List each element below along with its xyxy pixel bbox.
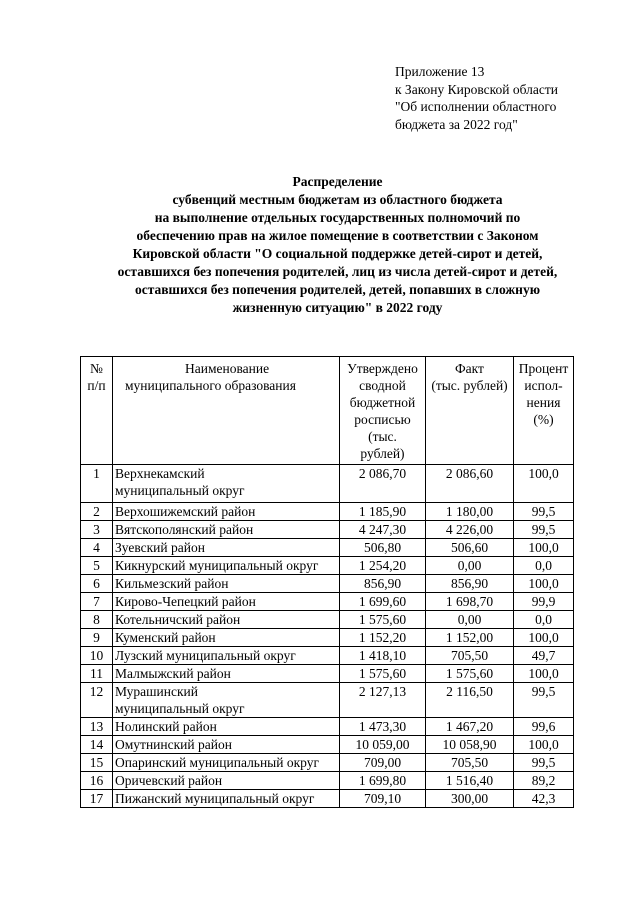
appendix-line: бюджета за 2022 год" xyxy=(395,116,518,132)
table-header-row xyxy=(81,357,574,465)
row-fact: 705,50 xyxy=(426,754,514,772)
row-name: Лузский муниципальный округ xyxy=(113,647,340,665)
title-line: жизненную ситуацию" в 2022 году xyxy=(232,300,443,315)
row-percent: 100,0 xyxy=(514,539,574,557)
row-name: Малмыжский район xyxy=(113,665,340,683)
row-percent: 0,0 xyxy=(514,557,574,575)
row-num: 13 xyxy=(81,718,113,736)
row-approved: 1 575,60 xyxy=(340,665,426,683)
row-approved: 1 473,30 xyxy=(340,718,426,736)
row-approved: 1 152,20 xyxy=(340,629,426,647)
row-name: Мурашинский муниципальный округ xyxy=(113,683,340,718)
appendix-line: Приложение 13 xyxy=(395,64,485,79)
row-percent: 99,5 xyxy=(514,503,574,521)
title-line: на выполнение отдельных государственных полномочий по xyxy=(154,210,521,225)
row-num: 10 xyxy=(81,647,113,665)
title-line: Кировской области "О социальной поддержке детей-сирот и детей, xyxy=(132,246,543,261)
row-fact: 1 698,70 xyxy=(426,593,514,611)
row-num: 16 xyxy=(81,772,113,790)
row-approved: 4 247,30 xyxy=(340,521,426,539)
row-approved: 1 254,20 xyxy=(340,557,426,575)
row-approved: 709,10 xyxy=(340,790,426,808)
row-percent: 99,5 xyxy=(514,754,574,772)
row-fact: 705,50 xyxy=(426,647,514,665)
header-name: Наименование муниципального образования xyxy=(113,357,340,465)
row-percent: 100,0 xyxy=(514,736,574,754)
table-row xyxy=(81,593,574,611)
table-row xyxy=(81,665,574,683)
header-percent: Процент испол- нения (%) xyxy=(514,357,574,465)
row-fact: 0,00 xyxy=(426,557,514,575)
row-percent: 100,0 xyxy=(514,665,574,683)
row-percent: 99,6 xyxy=(514,718,574,736)
row-fact: 506,60 xyxy=(426,539,514,557)
row-percent: 89,2 xyxy=(514,772,574,790)
table-row xyxy=(81,611,574,629)
row-name: Вятскополянский район xyxy=(113,521,340,539)
title-line: обеспечению прав на жилое помещение в соответствии с Законом xyxy=(136,228,539,243)
row-percent: 0,0 xyxy=(514,611,574,629)
table-row xyxy=(81,539,574,557)
row-fact: 1 467,20 xyxy=(426,718,514,736)
header-num: № п/п xyxy=(81,357,113,465)
row-num: 7 xyxy=(81,593,113,611)
appendix-line: к Закону Кировской области xyxy=(395,81,559,97)
row-num: 15 xyxy=(81,754,113,772)
row-approved: 2 086,70 xyxy=(340,465,426,503)
row-num: 6 xyxy=(81,575,113,593)
row-num: 1 xyxy=(81,465,113,503)
row-fact: 0,00 xyxy=(426,611,514,629)
row-percent: 99,5 xyxy=(514,683,574,718)
row-name: Оричевский район xyxy=(113,772,340,790)
row-percent: 100,0 xyxy=(514,629,574,647)
row-fact: 856,90 xyxy=(426,575,514,593)
row-fact: 2 116,50 xyxy=(426,683,514,718)
row-num: 3 xyxy=(81,521,113,539)
row-num: 11 xyxy=(81,665,113,683)
row-fact: 300,00 xyxy=(426,790,514,808)
table-row xyxy=(81,503,574,521)
row-name: Куменский район xyxy=(113,629,340,647)
title-line: Распределение xyxy=(292,174,383,189)
row-fact: 1 152,00 xyxy=(426,629,514,647)
table-body xyxy=(81,465,574,808)
row-fact: 2 086,60 xyxy=(426,465,514,503)
row-num: 5 xyxy=(81,557,113,575)
row-name: Верхошижемский район xyxy=(113,503,340,521)
row-name: Опаринский муниципальный округ xyxy=(113,754,340,772)
row-approved: 1 699,60 xyxy=(340,593,426,611)
header-approved: Утверждено сводной бюджетной росписью (тыс. рублей) xyxy=(340,357,426,465)
row-percent: 49,7 xyxy=(514,647,574,665)
table-row xyxy=(81,647,574,665)
row-name: Нолинский район xyxy=(113,718,340,736)
row-name: Зуевский район xyxy=(113,539,340,557)
row-num: 14 xyxy=(81,736,113,754)
row-percent: 42,3 xyxy=(514,790,574,808)
row-num: 12 xyxy=(81,683,113,718)
row-percent: 100,0 xyxy=(514,575,574,593)
row-percent: 99,9 xyxy=(514,593,574,611)
title-line: субвенций местным бюджетам из областного бюджета xyxy=(172,192,503,207)
row-num: 9 xyxy=(81,629,113,647)
table-row xyxy=(81,557,574,575)
table-row xyxy=(81,629,574,647)
row-fact: 4 226,00 xyxy=(426,521,514,539)
row-fact: 1 180,00 xyxy=(426,503,514,521)
table-row xyxy=(81,754,574,772)
row-num: 17 xyxy=(81,790,113,808)
row-approved: 1 575,60 xyxy=(340,611,426,629)
title-line: оставшихся без попечения родителей, лиц из числа детей-сирот и детей, xyxy=(117,264,558,279)
row-name: Кикнурский муниципальный округ xyxy=(113,557,340,575)
row-name: Омутнинский район xyxy=(113,736,340,754)
row-name: Пижанский муниципальный округ xyxy=(113,790,340,808)
appendix-line: "Об исполнении областного xyxy=(395,99,557,114)
row-fact: 1 516,40 xyxy=(426,772,514,790)
row-percent: 99,5 xyxy=(514,521,574,539)
table-row xyxy=(81,521,574,539)
row-num: 8 xyxy=(81,611,113,629)
row-name: Кильмезский район xyxy=(113,575,340,593)
row-approved: 1 185,90 xyxy=(340,503,426,521)
table-row xyxy=(81,772,574,790)
row-name: Кирово-Чепецкий район xyxy=(113,593,340,611)
row-fact: 1 575,60 xyxy=(426,665,514,683)
row-approved: 2 127,13 xyxy=(340,683,426,718)
table-row xyxy=(81,575,574,593)
table-row xyxy=(81,683,574,718)
table-row xyxy=(81,790,574,808)
row-approved: 10 059,00 xyxy=(340,736,426,754)
distribution-table xyxy=(80,356,574,808)
table-row xyxy=(81,465,574,503)
title-line: оставшихся без попечения родителей, детей, попавших в сложную xyxy=(134,282,541,297)
row-fact: 10 058,90 xyxy=(426,736,514,754)
row-name: Котельничский район xyxy=(113,611,340,629)
header-fact: Факт (тыс. рублей) xyxy=(426,357,514,465)
row-num: 4 xyxy=(81,539,113,557)
table-row xyxy=(81,718,574,736)
row-approved: 1 418,10 xyxy=(340,647,426,665)
document-title xyxy=(60,173,615,317)
row-approved: 1 699,80 xyxy=(340,772,426,790)
row-approved: 856,90 xyxy=(340,575,426,593)
row-num: 2 xyxy=(81,503,113,521)
row-percent: 100,0 xyxy=(514,465,574,503)
row-approved: 709,00 xyxy=(340,754,426,772)
row-approved: 506,80 xyxy=(340,539,426,557)
table-row xyxy=(81,736,574,754)
row-name: Верхнекамский муниципальный округ xyxy=(113,465,340,503)
appendix-header xyxy=(395,63,595,133)
